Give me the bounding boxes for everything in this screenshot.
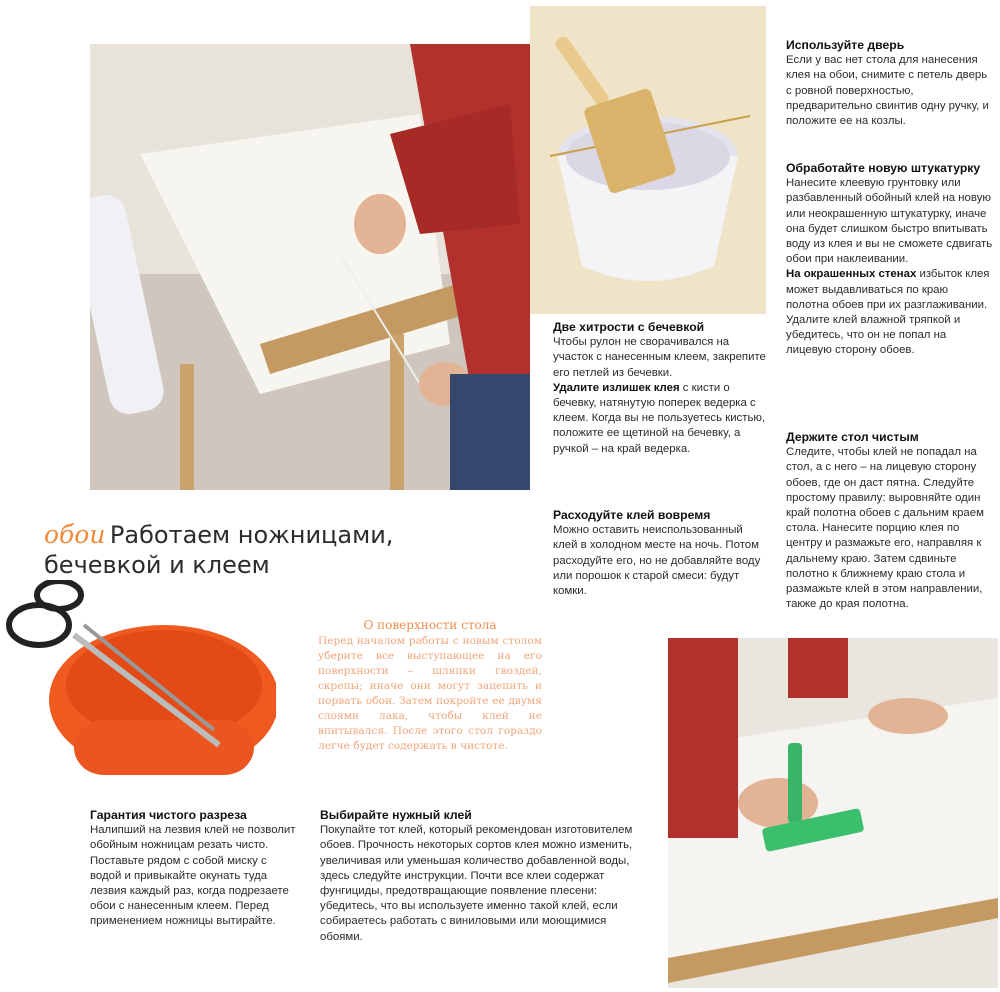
tip-door bbox=[786, 38, 992, 129]
tip-plaster-text: Нанесите клеевую грунтовку или разбавленный обойный клей на новую или неокрашенную штукатурку, иначе она будет слишком быстро впитывать воду из клея и вы не сможете сдвигать обои при наклеивании. bbox=[786, 177, 993, 266]
photo-scissors-bowl bbox=[4, 580, 276, 802]
title-main: Работаем ножницами, бечевкой и клеем bbox=[44, 521, 394, 579]
tip-glue-time-heading: Расходуйте клей вовремя bbox=[553, 508, 711, 522]
sidebar-text: Перед началом работы с новым столом уберите все выступающее на его поверхности – шляпки гвоздей, скрепы; иначе они могут зацепить и порвать обои. Затем покройте ее двумя слоями лака, чтобы клей не впитывался. После этого стол гораздо легче будет содержать в чистоте. bbox=[318, 635, 542, 752]
tip-string-sub bbox=[553, 381, 771, 457]
photo-pasting-table-roll bbox=[90, 44, 530, 490]
tip-string-heading: Две хитрости с бечевкой bbox=[553, 320, 705, 334]
page-title bbox=[44, 520, 464, 580]
sidebar-table-surface bbox=[318, 618, 542, 754]
title-lead: обои bbox=[44, 520, 106, 549]
tip-door-text: Если у вас нет стола для нанесения клея на обои, снимите с петель дверь с ровной поверхностью, предварительно свинтив одну ручку, и положите ее на козлы. bbox=[786, 54, 989, 128]
tip-clean-cut bbox=[90, 808, 300, 930]
tip-clean-cut-text: Налипший на лезвия клей не позволит обойным ножницам резать чисто. Поставьте рядом с собой миску с водой и привыкайте окунать туда лезвия каждый раз, когда подрезаете обои с нанесенным клеем. Перед применением ножницы вытирайте. bbox=[90, 824, 296, 928]
tip-plaster-sub-text: избыток клея может выдавливаться по краю полотна обоев при их разглаживании. Удалите клей влажной тряпкой и убедитесь, что он не попал на лицевую сторону обоев. bbox=[786, 268, 990, 357]
tip-clean-table-text: Следите, чтобы клей не попадал на стол, а с него – на лицевую сторону обоев, где он даст пятна. Следуйте простому правилу: выровняйте один край полотна обоев с дальним краем стола. Нанесите порцию клея по центру и размажьте его, направляя к дальнему краю. Затем сдвиньте полотно к ближнему краю стола и размажьте клей в этом направлении, также до края полотна. bbox=[786, 446, 984, 611]
tip-glue-time bbox=[553, 508, 767, 599]
tip-string-text: Чтобы рулон не сворачивался на участок с нанесенным клеем, закрепите его петлей из бечевки. bbox=[553, 336, 766, 379]
tip-choose-glue-heading: Выбирайте нужный клей bbox=[320, 808, 472, 822]
tip-string bbox=[553, 320, 771, 457]
tip-clean-cut-heading: Гарантия чистого разреза bbox=[90, 808, 247, 822]
photo-pasting-brush bbox=[668, 638, 998, 988]
tip-clean-table bbox=[786, 430, 994, 612]
tip-plaster-sub-lead: На окрашенных стенах bbox=[786, 268, 917, 281]
tip-choose-glue bbox=[320, 808, 650, 945]
tip-plaster bbox=[786, 161, 994, 359]
sidebar-heading: О поверхности стола bbox=[363, 618, 497, 632]
tip-glue-time-text: Можно оставить неиспользованный клей в холодном месте на ночь. Потом расходуйте его, но не добавляйте воду или порошок к старой смеси: будут комки. bbox=[553, 524, 761, 598]
tip-string-sub-lead: Удалите излишек клея bbox=[553, 381, 680, 394]
tip-plaster-heading: Обработайте новую штукатурку bbox=[786, 161, 981, 175]
tip-plaster-sub bbox=[786, 267, 994, 358]
tip-string-sub-text: с кисти о бечевку, натянутую поперек ведерка с клеем. Когда вы не пользуетесь кистью, положите ее щетиной на бечевку, а ручкой – на край ведерка. bbox=[553, 381, 766, 455]
tip-choose-glue-text: Покупайте тот клей, который рекомендован изготовителем обоев. Прочность некоторых сортов клея можно изменить, увеличивая или уменьшая количество добавленной воды, здесь следуйте инструкции. Почти все клеи содержат фунгициды, предотвращающие появление плесени: убедитесь, что вы используете именно такой клей, если собираетесь работать с виниловыми или моющимися обоями. bbox=[320, 824, 633, 943]
tip-clean-table-heading: Держите стол чистым bbox=[786, 430, 919, 444]
photo-bucket-brush bbox=[530, 6, 766, 314]
tip-door-heading: Используйте дверь bbox=[786, 38, 905, 52]
